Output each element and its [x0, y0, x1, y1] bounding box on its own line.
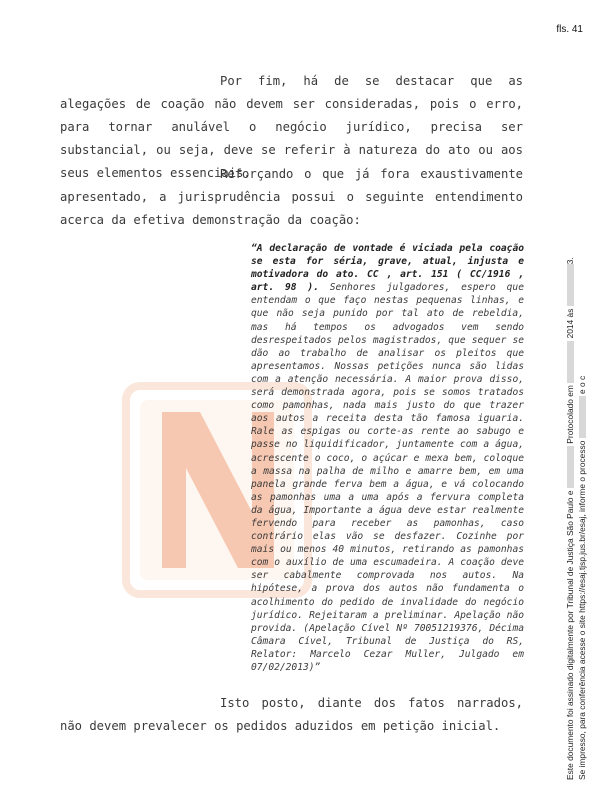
paragraph-text: Por fim, há de se destacar que as alegações de coação não devem ser consideradas, pois o erro, para tornar anulável o negócio jurídico, precisa ser substancial, ou seja, deve se referir à natureza do ato ou aos seus elementos essenciais. [60, 74, 523, 180]
quote-body: Senhores julgadores, espero que entendam o que faço nestas pequenas linhas, e que não seja punido por tal ato de rebeldia, mas há tempos os advogados vem sendo desrespeitados pelos magistrados, que sequer se dão ao trabalho de analisar os pleitos que apresentamos. Nossas petições nunca são lidas com a atenção necessária. A maior prova disso, será demonstrada agora, pois se somos tratados como pamonhas, nada mais justo do que trazer aos autos a receita desta tão famosa iguaria. Rale as espigas ou corte-as rente ao sabugo e passe no liquidificador, juntamente com a água, acrescente o coco, o açúcar e mexa bem, coloque a massa na palha de milho e amarre bem, em uma panela grande ferva bem a água, e vá colocando as pamonhas uma a uma após a fervura completa da água, Importante a água deve estar realmente fervendo para receber as pamonhas, caso contrário elas vão se desfazer. Cozinhe por mais ou menos 40 minutos, retirando as pamonhas com o auxílio de uma escumadeira. A coação deve ser cabalmente comprovada nos autos. Na hipótese, a prova dos autos não fundamenta o acolhimento do pedido de invalidade do negócio jurídico. Rejeitaram a preliminar. Apelação não provida. (Apelação Cível Nº 70051219376, Décima Câmara Cível, Tribunal de Justiça do RS, Relator: Marcelo Cezar Muller, Julgado em 07/02/2013)” [251, 282, 524, 673]
redacted-block [579, 396, 586, 438]
paragraph-jurisprudence-intro [60, 163, 523, 232]
signature-line-1: Este documento foi assinado digitalmente por Tribunal de Justiça São Paulo e Protocolado em 2014 às 3. [565, 257, 575, 780]
paragraph-text: Isto posto, diante dos fatos narrados, não devem prevalecer os pedidos aduzidos em petição inicial. [60, 696, 523, 733]
page-number: fls. 41 [556, 24, 583, 35]
paragraph-conclusion [60, 692, 523, 738]
digital-signature-stamp [564, 170, 602, 780]
quote-lead: “A declaração de vontade é viciada pela coação se esta for séria, grave, atual, injusta e motivadora do ato. CC , art. 151 ( CC/1916 , art. 98 ). [251, 243, 524, 294]
redacted-block [567, 264, 574, 306]
signature-line-2: Se impresso, para conferência acesse o site https://esaj.tjsp.jus.br/esaj, informe o processo e o c [577, 375, 587, 780]
redacted-block [567, 341, 574, 383]
jurisprudence-quote [251, 242, 524, 674]
redacted-block [567, 446, 574, 488]
paragraph-text: Reforçando o que já fora exaustivamente apresentado, a jurisprudência possui o seguinte entendimento acerca da efetiva demonstração da coação: [60, 167, 523, 227]
